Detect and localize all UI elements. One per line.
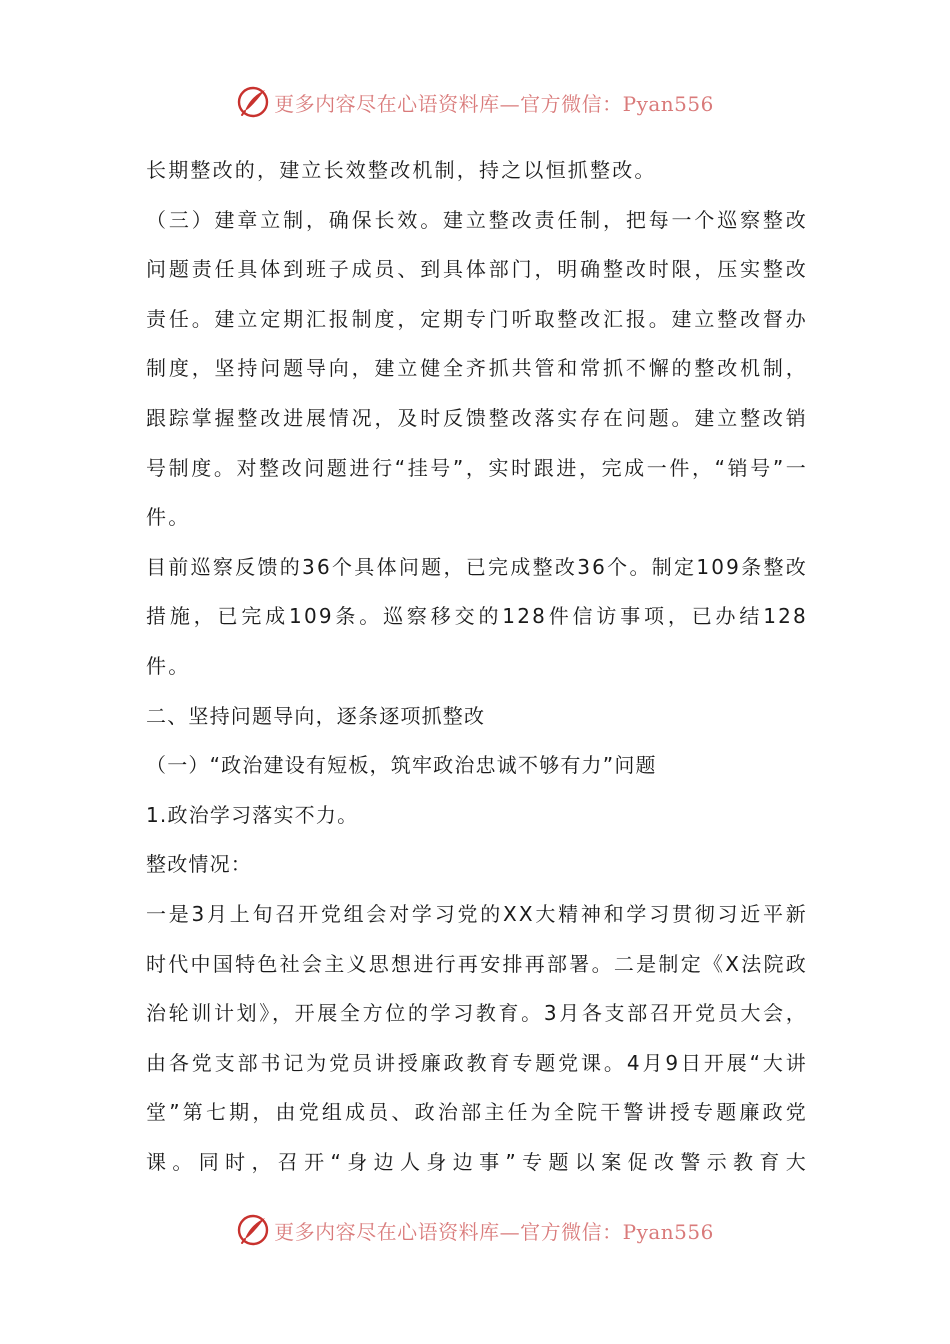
item-heading: 1.政治学习落实不力。 xyxy=(146,802,359,827)
quill-logo-icon xyxy=(236,1213,270,1247)
quill-logo-icon xyxy=(236,85,270,119)
paragraph-1: 长期整改的，建立长效整改机制，持之以恒抓整改。 xyxy=(146,158,657,182)
rectification-label: 整改情况： xyxy=(146,852,252,877)
footer-banner-text: 更多内容尽在心语资料库—官方微信：Pyan556 xyxy=(274,1219,714,1244)
section-heading: 二、坚持问题导向，逐条逐项抓整改 xyxy=(146,703,486,728)
paragraph-2: （三）建章立制，确保长效。建立整改责任制，把每一个巡察整改问题责任具体到班子成员、到具体部门，明确整改时限，压实整改责任。建立定期汇报制度，定期专门听取整改汇报。建立整改督办制度，坚持问题导向，建立健全齐抓共管和常抓不懈的整改机制，跟踪掌握整改进展情况，及时反馈整改落实存在问题。建立整改销号制度。对整改问题进行“挂号”，实时跟进，完成一件，“销号”一件。 xyxy=(146,207,808,530)
header-banner xyxy=(0,82,950,122)
document-body xyxy=(146,146,808,1187)
footer-banner xyxy=(0,1210,950,1250)
header-banner-text: 更多内容尽在心语资料库—官方微信：Pyan556 xyxy=(274,91,714,116)
paragraph-4: 一是3月上旬召开党组会对学习党的XX大精神和学习贯彻习近平新时代中国特色社会主义思想进行再安排再部署。二是制定《X法院政治轮训计划》，开展全方位的学习教育。3月各支部召开党员大会，由各党支部书记为党员讲授廉政教育专题党课。4月9日开展“大讲堂”第七期，由党组成员、政治部主任为全院干警讲授专题廉政党课。同时，召开“身边人身边事”专题以案促改警示教育大 xyxy=(146,901,808,1174)
paragraph-3: 目前巡察反馈的36个具体问题，已完成整改36个。制定109条整改措施，已完成109条。巡察移交的128件信访事项，已办结128件。 xyxy=(146,554,808,678)
subsection-heading: （一）“政治建设有短板，筑牢政治忠诚不够有力”问题 xyxy=(146,753,657,778)
